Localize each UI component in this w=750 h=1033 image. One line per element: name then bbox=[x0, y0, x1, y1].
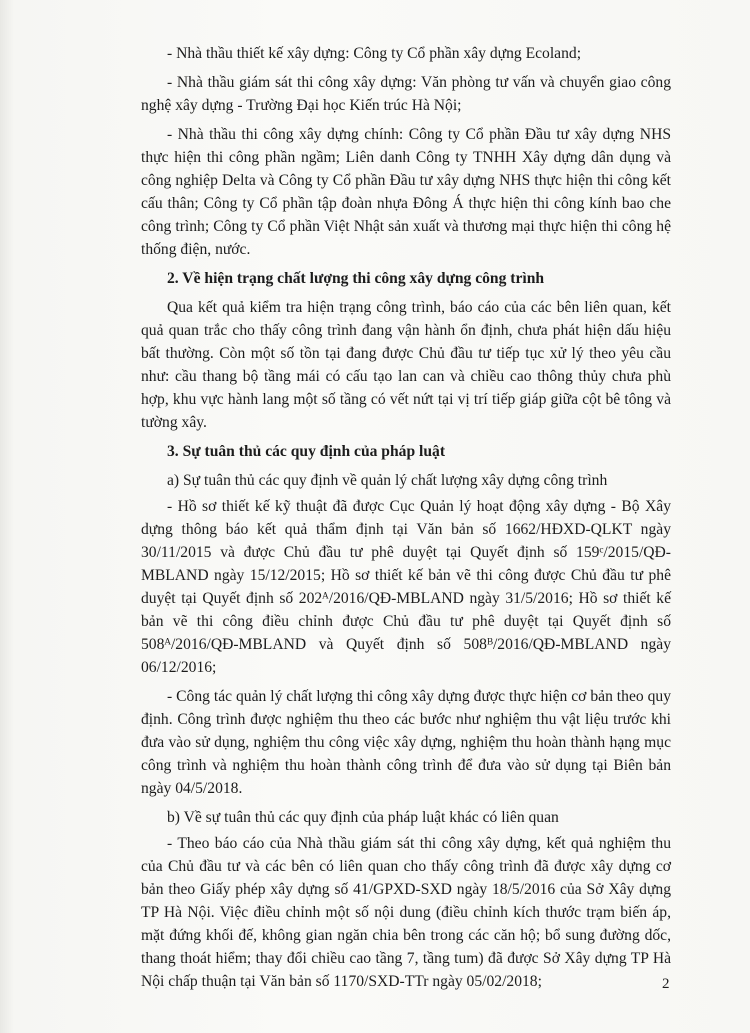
paragraph-supervision-contractor: - Nhà thầu giám sát thi công xây dựng: Văn phòng tư vấn và chuyển giao công nghệ xây dựng - Trường Đại học Kiến trúc Hà Nội; bbox=[141, 74, 671, 114]
section-heading-quality-status: 2. Về hiện trạng chất lượng thi công xây dựng công trình bbox=[167, 270, 545, 287]
subheading-other-regulations: b) Về sự tuân thủ các quy định của pháp luật khác có liên quan bbox=[167, 809, 559, 826]
paragraph-quality-status: Qua kết quả kiểm tra hiện trạng công trình, báo cáo của các bên liên quan, kết quả quan trắc cho thấy công trình đang vận hành ổn định, chưa phát hiện dấu hiệu bất thường. Còn một số tồn tại đang được Chủ đầu tư tiếp tục xử lý theo yêu cầu như: cầu thang bộ tầng mái có cấu tạo lan can và chiều cao thông thủy chưa phù hợp, khu vực hành lang một số tầng có vết nứt tại vị trí tiếp giáp giữa cột bê tông và tường xây. bbox=[141, 299, 671, 431]
subheading-quality-management: a) Sự tuân thủ các quy định về quản lý chất lượng xây dựng công trình bbox=[167, 472, 608, 489]
document-body bbox=[141, 42, 671, 999]
paragraph-main-contractor: - Nhà thầu thi công xây dựng chính: Công ty Cổ phần Đầu tư xây dựng NHS thực hiện thi công phần ngầm; Liên danh Công ty TNHH Xây dựng dân dụng và công nghiệp Delta và Công ty Cổ phần Đầu tư xây dựng NHS thực hiện thi công kết cấu thân; Công ty Cổ phần tập đoàn nhựa Đông Á thực hiện thi công kính bao che công trình; Công ty Cổ phần Việt Nhật sản xuất và thương mại thực hiện thi công hệ thống điện, nước. bbox=[141, 126, 671, 258]
paragraph-construction-quality: - Công tác quản lý chất lượng thi công xây dựng được thực hiện cơ bản theo quy định. Công trình được nghiệm thu theo các bước như nghiệm thu vật liệu trước khi đưa vào sử dụng, nghiệm thu công việc xây dựng, nghiệm thu hoàn thành hạng mục công trình và nghiệm thu hoàn thành công trình để đưa vào sử dụng tại Biên bản ngày 04/5/2018. bbox=[141, 688, 671, 797]
paragraph-building-permit: - Theo báo cáo của Nhà thầu giám sát thi công xây dựng, kết quả nghiệm thu của Chủ đầu tư và các bên có liên quan cho thấy công trình đã được xây dựng cơ bản theo Giấy phép xây dựng số 41/GPXD-SXD ngày 18/5/2016 của Sở Xây dựng TP Hà Nội. Việc điều chỉnh một số nội dung (điều chỉnh kích thước trạm biến áp, mặt đứng khối đế, không gian ngăn chia bên trong các căn hộ; bổ sung đường dốc, thang thoát hiểm; thay đổi chiều cao tầng 7, tầng tum) đã được Sở Xây dựng TP Hà Nội chấp thuận tại Văn bản số 1170/SXD-TTr ngày 05/02/2018; bbox=[141, 835, 671, 990]
paragraph-design-approval: - Hồ sơ thiết kế kỹ thuật đã được Cục Quản lý hoạt động xây dựng - Bộ Xây dựng thông báo kết quả thẩm định tại Văn bản số 1662/HĐXD-QLKT ngày 30/11/2015 và được Chủ đầu tư phê duyệt tại Quyết định số 159ᶜ/2015/QĐ-MBLAND ngày 15/12/2015; Hồ sơ thiết kế bản vẽ thi công được Chủ đầu tư phê duyệt tại Quyết định số 202ᴬ/2016/QĐ-MBLAND ngày 31/5/2016; Hồ sơ thiết kế bản vẽ thi công điều chỉnh được Chủ đầu tư phê duyệt tại Quyết định số 508ᴬ/2016/QĐ-MBLAND và Quyết định số 508ᴮ/2016/QĐ-MBLAND ngày 06/12/2016; bbox=[141, 498, 671, 676]
page-number: 2 bbox=[662, 976, 670, 992]
section-heading-legal-compliance: 3. Sự tuân thủ các quy định của pháp luật bbox=[167, 443, 446, 460]
paragraph-design-contractor: - Nhà thầu thiết kế xây dựng: Công ty Cổ phần xây dựng Ecoland; bbox=[167, 45, 582, 62]
